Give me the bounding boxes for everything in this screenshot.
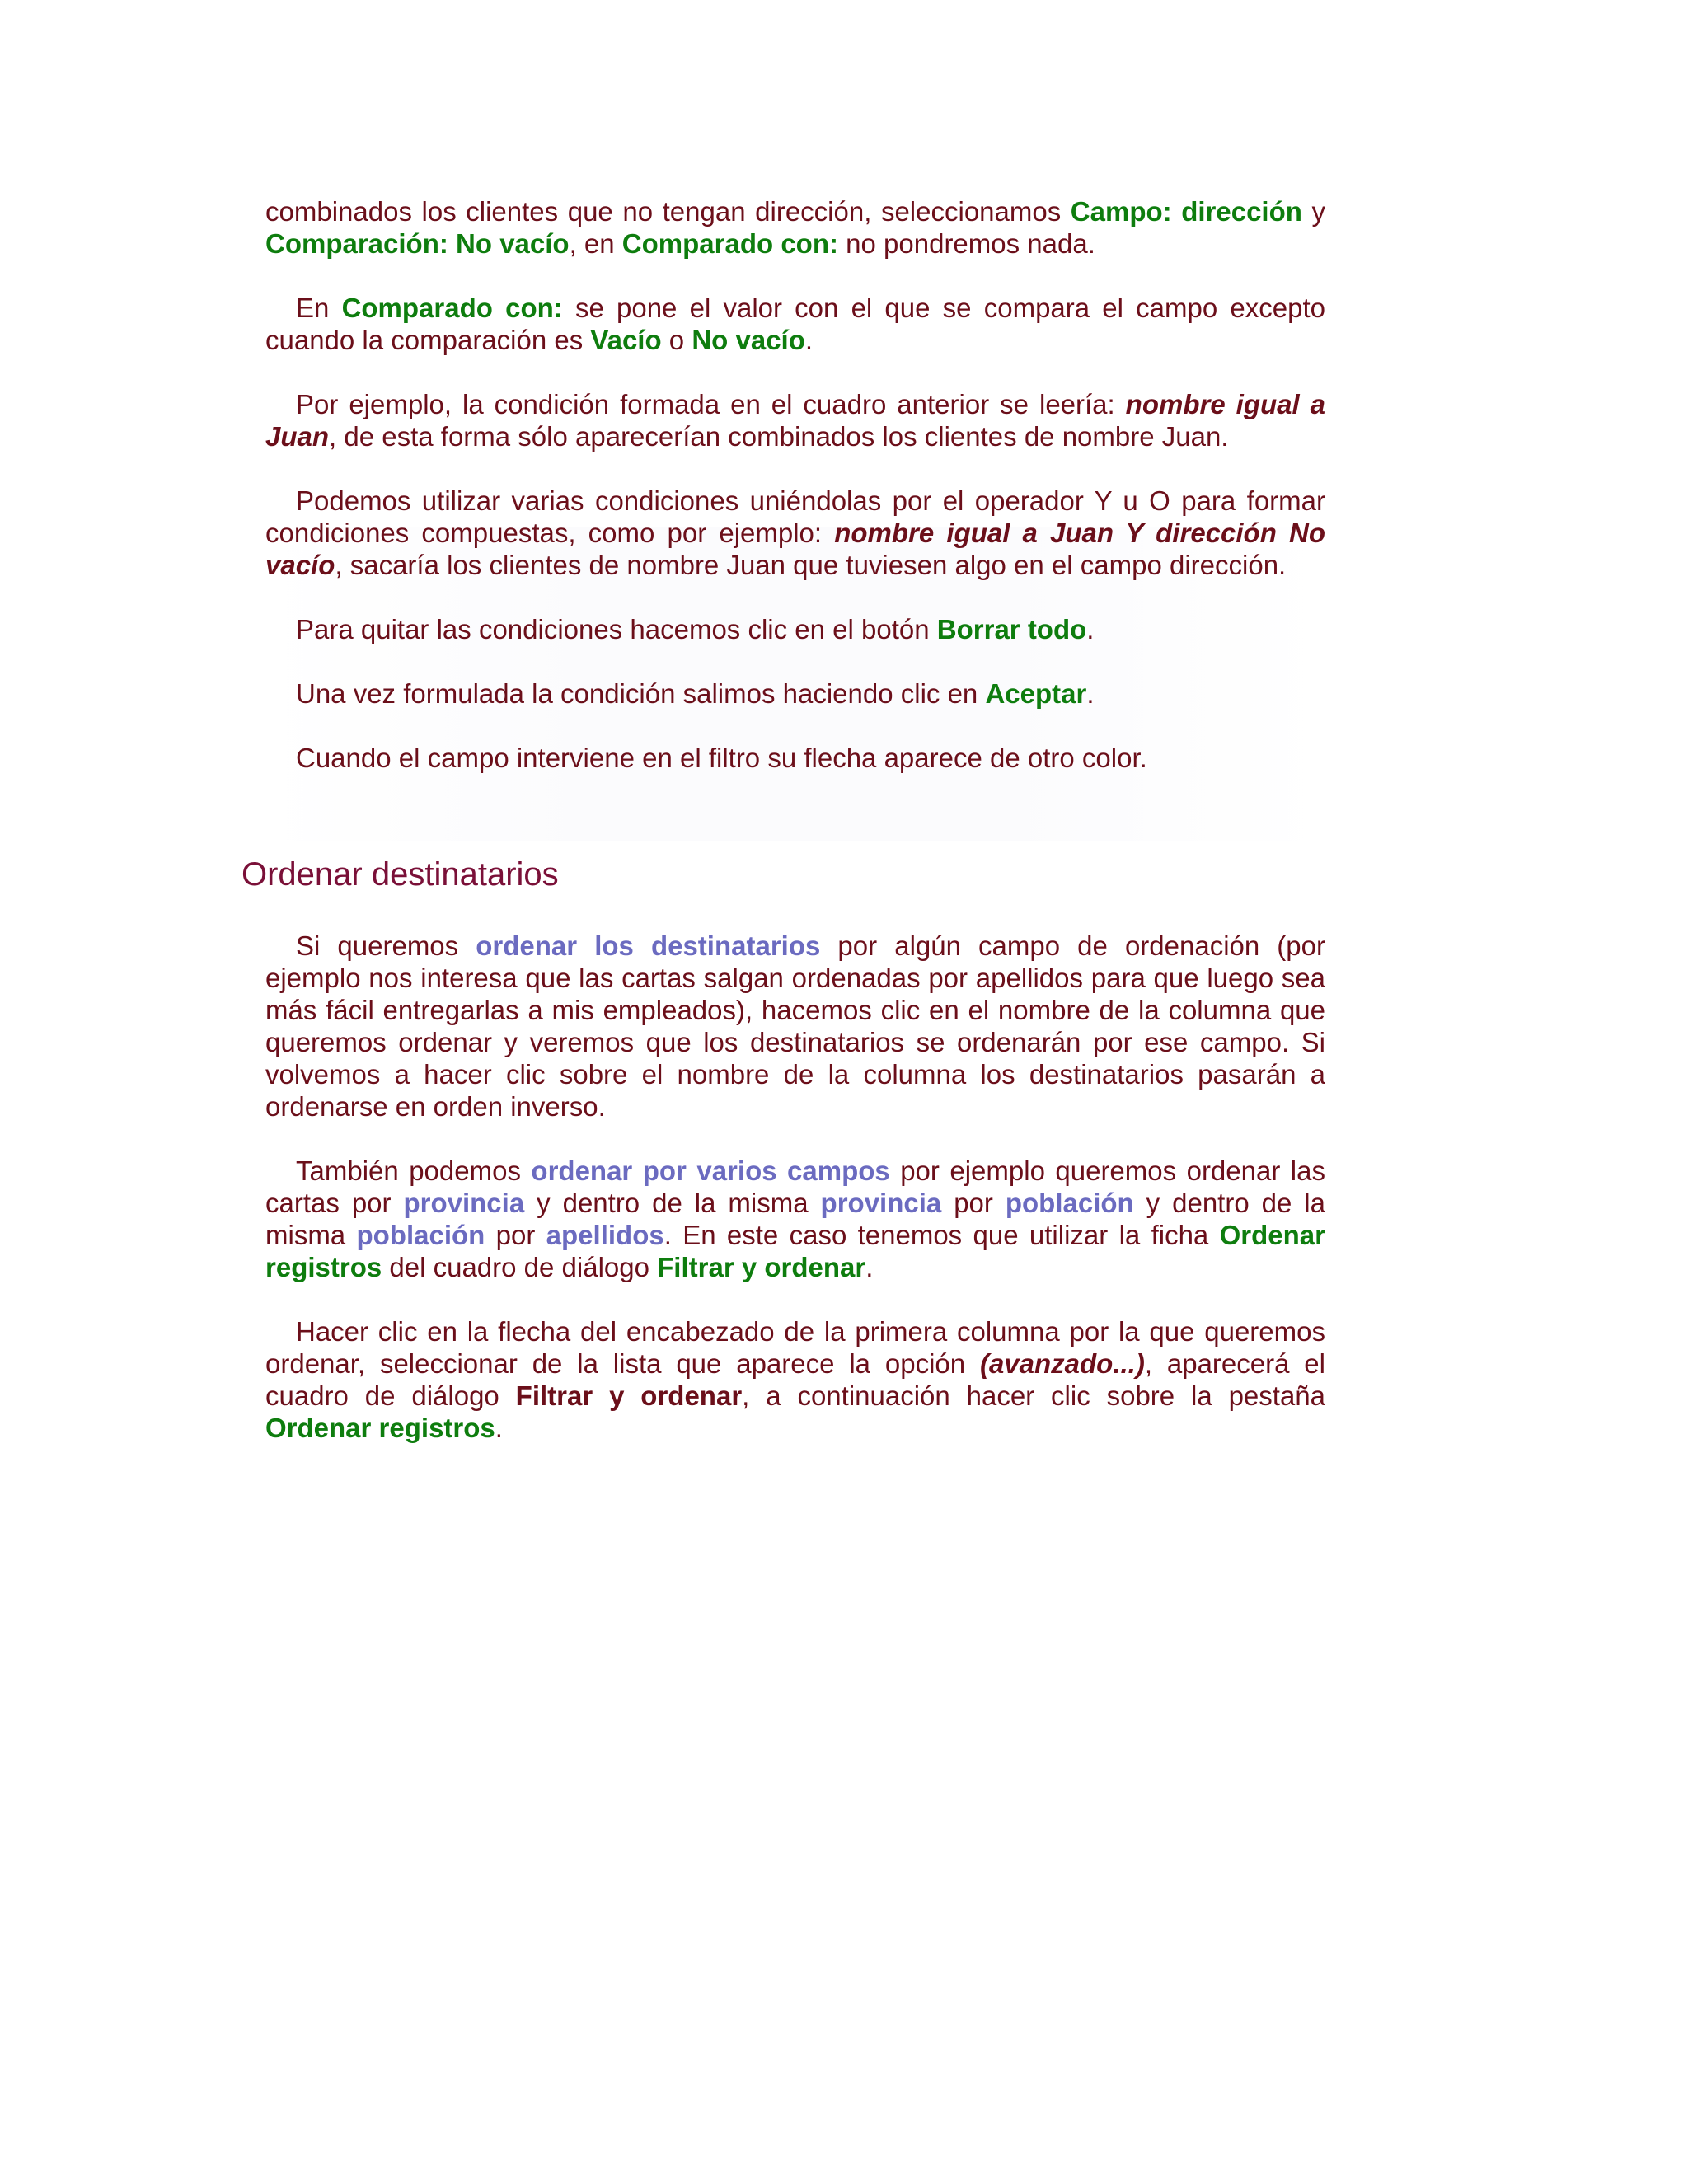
term-apellidos: apellidos <box>546 1220 664 1250</box>
text: , en <box>569 228 622 259</box>
paragraph-hacer-clic-flecha <box>265 1315 1325 1444</box>
paragraph-flecha-color <box>265 742 1325 774</box>
term-ordenar-varios-campos: ordenar por varios campos <box>531 1155 890 1186</box>
paragraph-ejemplo-condicion <box>265 388 1325 452</box>
text: Cuando el campo interviene en el filtro su flecha aparece de otro color. <box>296 743 1147 773</box>
term-comparado-con: Comparado con: <box>341 293 563 323</box>
term-comparacion-no-vacio: Comparación: No vacío <box>265 228 570 259</box>
term-provincia: provincia <box>403 1188 525 1218</box>
text: por algún campo de ordenación (por ejemplo nos interesa que las cartas salgan ordenadas por apellidos para que luego sea más fácil entregarlas a mis empleados), hacemos clic en el nombre de la columna que queremos ordenar y veremos que los destinatarios se ordenarán por ese campo. Si volvemos a hacer clic sobre el nombre de la columna los destinatarios pasarán a ordenarse en orden inverso. <box>265 930 1325 1122</box>
paragraph-comparacion-no-vacio <box>265 195 1325 260</box>
term-vacio: Vacío <box>590 325 662 355</box>
text: . <box>1086 614 1095 644</box>
text: combinados los clientes que no tengan dirección, seleccionamos <box>265 196 1071 227</box>
term-filtrar-y-ordenar: Filtrar y ordenar <box>657 1252 866 1282</box>
text: por <box>485 1220 546 1250</box>
text: . <box>1086 678 1095 709</box>
text: , de esta forma sólo aparecerían combinados los clientes de nombre Juan. <box>329 421 1229 452</box>
term-provincia: provincia <box>820 1188 942 1218</box>
term-ordenar-registros: Ordenar registros <box>265 1413 495 1443</box>
document-content <box>241 195 1326 1476</box>
term-ordenar-destinatarios: ordenar los destinatarios <box>476 930 821 961</box>
text: También podemos <box>296 1155 532 1186</box>
term-ordenar-registros: Ordenar registros <box>265 1220 1325 1282</box>
paragraph-condiciones-compuestas <box>265 485 1325 581</box>
text: , a continuación hacer clic sobre la pestaña <box>742 1380 1326 1411</box>
term-filtrar-y-ordenar: Filtrar y ordenar <box>515 1380 743 1411</box>
paragraph-ordenar-destinatarios <box>265 930 1325 1122</box>
example-condition: nombre igual a Juan <box>265 389 1325 452</box>
term-comparado-con: Comparado con: <box>621 228 838 259</box>
example-compound-condition: nombre igual a Juan Y dirección No vacío <box>265 518 1325 580</box>
text: y <box>1301 196 1325 227</box>
text: Por ejemplo, la condición formada en el cuadro anterior se leería: <box>296 389 1126 419</box>
text: Para quitar las condiciones hacemos clic en el botón <box>296 614 937 644</box>
text: . En este caso tenemos que utilizar la ficha <box>663 1220 1220 1250</box>
paragraph-aceptar <box>265 677 1325 710</box>
text: . <box>495 1413 503 1443</box>
text: Podemos utilizar varias condiciones uniéndolas por el operador Y u O para formar condiciones compuestas, como por ejemplo: <box>265 485 1325 548</box>
term-borrar-todo: Borrar todo <box>936 614 1087 644</box>
text: , sacaría los clientes de nombre Juan que tuviesen algo en el campo dirección. <box>335 550 1287 580</box>
section-heading: Ordenar destinatarios <box>241 856 559 893</box>
paragraph-borrar-todo <box>265 613 1325 645</box>
term-poblacion: población <box>356 1220 485 1250</box>
text: y dentro de la misma <box>524 1188 821 1218</box>
text: del cuadro de diálogo <box>382 1252 658 1282</box>
text: por ejemplo queremos ordenar las cartas por <box>265 1155 1325 1218</box>
text: . <box>804 325 814 355</box>
text: Si queremos <box>296 930 476 961</box>
text: , aparecerá el cuadro de diálogo <box>265 1348 1325 1411</box>
text: En <box>296 293 342 323</box>
term-aceptar: Aceptar <box>985 678 1087 709</box>
term-avanzado: (avanzado...) <box>979 1348 1145 1379</box>
paragraph-varios-campos <box>265 1155 1325 1283</box>
paragraph-comparado-con <box>265 292 1325 356</box>
term-campo-direccion: Campo: dirección <box>1070 196 1302 227</box>
text: y dentro de la misma <box>265 1188 1325 1250</box>
term-poblacion: población <box>1005 1188 1134 1218</box>
text: por <box>941 1188 1006 1218</box>
text: no pondremos nada. <box>837 228 1095 259</box>
text: . <box>865 1252 874 1282</box>
text: Una vez formulada la condición salimos haciendo clic en <box>296 678 986 709</box>
text: Hacer clic en la flecha del encabezado de la primera columna por la que queremos ordenar, seleccionar de la lista que aparece la opción <box>265 1316 1325 1379</box>
text: se pone el valor con el que se compara el campo excepto cuando la comparación es <box>265 293 1325 355</box>
text: o <box>661 325 692 355</box>
term-no-vacio: No vacío <box>692 325 805 355</box>
